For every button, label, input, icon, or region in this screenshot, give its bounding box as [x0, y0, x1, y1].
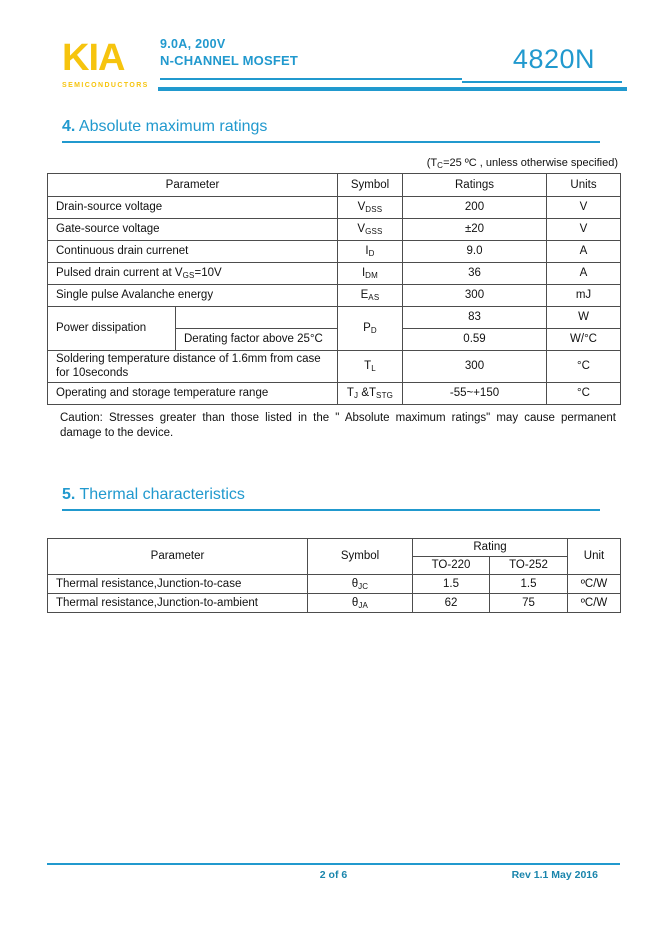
symbol-cell: $P_D$ [338, 307, 403, 351]
symbol-cell: $T_L$ [338, 351, 403, 383]
col-header-symbol: Symbol [308, 539, 413, 575]
col-header-parameter: Parameter [48, 539, 308, 575]
header-rule-thin-right [462, 81, 622, 83]
rating-cell: 200 [403, 197, 547, 219]
col-header-symbol: Symbol [338, 174, 403, 197]
thermal-header-row-1 [48, 539, 621, 557]
symbol-cell: $I_D$ [338, 241, 403, 263]
parameter-cell: Soldering temperature distance of 1.6mm from case for 10seconds [48, 351, 338, 383]
parameter-cell: Power dissipation [48, 307, 176, 351]
rating-cell: 300 [403, 351, 547, 383]
section4-title [62, 118, 600, 143]
row-drain-source-voltage [48, 197, 621, 219]
rating-cell: -55~+150 [403, 382, 547, 404]
unit-cell: mJ [547, 285, 621, 307]
symbol-cell: $V_{GSS}$ [338, 219, 403, 241]
page-number: 2 of 6 [319, 869, 348, 881]
device-type: N-CHANNEL MOSFET [160, 53, 299, 68]
rating-cell: ±20 [403, 219, 547, 241]
symbol-cell: $E_{AS}$ [338, 285, 403, 307]
logo-text: KIA [62, 37, 125, 79]
condition-note [0, 157, 618, 170]
caution-note: Caution: Stresses greater than those listed in the " Absolute maximum ratings" may cause permanent damage to the device. [60, 411, 616, 439]
parameter-cell: Thermal resistance,Junction-to-ambient [48, 594, 308, 613]
row-thermal-resistance-junction-to-ambient [48, 594, 621, 613]
parameter-subcell: Derating factor above 25°C [176, 329, 338, 351]
parameter-cell: Continuous drain currenet [48, 241, 338, 263]
symbol-cell: $I_{DM}$ [338, 263, 403, 285]
device-spec [160, 37, 298, 68]
rating-cell: 0.59 [403, 329, 547, 351]
note-text-rest: =25 ºC , unless otherwise specified) [443, 157, 618, 169]
col-header-parameter: Parameter [48, 174, 338, 197]
to252-cell: 1.5 [490, 575, 568, 594]
logo-subtext: SEMICONDUCTORS [62, 82, 149, 89]
note-subscript: C [437, 161, 444, 170]
col-header-to220: TO-220 [413, 557, 490, 575]
section-absolute-maximum-ratings [0, 118, 662, 441]
section5-title [62, 486, 600, 511]
section4-number: 4. [62, 118, 76, 135]
parameter-cell: Thermal resistance,Junction-to-case [48, 575, 308, 594]
unit-cell: W/°C [547, 329, 621, 351]
rating-cell: 36 [403, 263, 547, 285]
row-soldering-temperature [48, 351, 621, 383]
abs-max-table [47, 173, 621, 405]
parameter-cell: Pulsed drain current at $V_{GS}=10V$ [48, 263, 338, 285]
thermal-table [47, 538, 621, 613]
header-rule-thick [158, 87, 627, 91]
col-header-ratings: Ratings [403, 174, 547, 197]
section-thermal-characteristics [0, 486, 662, 613]
parameter-cell: Operating and storage temperature range [48, 382, 338, 404]
col-header-to252: TO-252 [490, 557, 568, 575]
part-number: 4820N [512, 44, 595, 74]
unit-cell: A [547, 263, 621, 285]
to220-cell: 62 [413, 594, 490, 613]
col-header-units: Units [547, 174, 621, 197]
abs-max-header-row [48, 174, 621, 197]
parameter-cell: Drain-source voltage [48, 197, 338, 219]
header-rule-thin-left [160, 78, 462, 80]
symbol-cell: $V_{DSS}$ [338, 197, 403, 219]
row-operating-storage-temperature [48, 382, 621, 404]
footer-rule [47, 863, 620, 865]
rating-cell: 9.0 [403, 241, 547, 263]
col-header-rating: Rating [413, 539, 568, 557]
unit-cell: W [547, 307, 621, 329]
rating-cell: 300 [403, 285, 547, 307]
col-header-unit: Unit [568, 539, 621, 575]
row-gate-source-voltage [48, 219, 621, 241]
parameter-cell: Gate-source voltage [48, 219, 338, 241]
unit-cell: ºC/W [568, 594, 621, 613]
unit-cell: V [547, 197, 621, 219]
revision-label: Rev 1.1 May 2016 [511, 869, 598, 881]
brand-logo [62, 36, 158, 89]
unit-cell: A [547, 241, 621, 263]
unit-cell: °C [547, 351, 621, 383]
section4-title-text: Absolute maximum ratings [75, 118, 268, 135]
row-single-pulse-avalanche-energy [48, 285, 621, 307]
to220-cell: 1.5 [413, 575, 490, 594]
unit-cell: V [547, 219, 621, 241]
rating-cell: 83 [403, 307, 547, 329]
note-text: (T [426, 157, 438, 169]
parameter-subcell-empty [176, 307, 338, 329]
device-rating: 9.0A, 200V [160, 37, 226, 51]
section5-number: 5. [62, 486, 76, 503]
symbol-cell: $T_J$ $\&T_{STG}$ [338, 382, 403, 404]
to252-cell: 75 [490, 594, 568, 613]
row-power-dissipation [48, 307, 621, 329]
row-pulsed-drain-current [48, 263, 621, 285]
page-footer [47, 863, 620, 883]
parameter-cell: Single pulse Avalanche energy [48, 285, 338, 307]
symbol-cell: $\theta_{JA}$ [308, 594, 413, 613]
row-continuous-drain-current [48, 241, 621, 263]
symbol-cell: $\theta_{JC}$ [308, 575, 413, 594]
section5-title-text: Thermal characteristics [75, 486, 245, 503]
unit-cell: ºC/W [568, 575, 621, 594]
row-thermal-resistance-junction-to-case [48, 575, 621, 594]
unit-cell: °C [547, 382, 621, 404]
